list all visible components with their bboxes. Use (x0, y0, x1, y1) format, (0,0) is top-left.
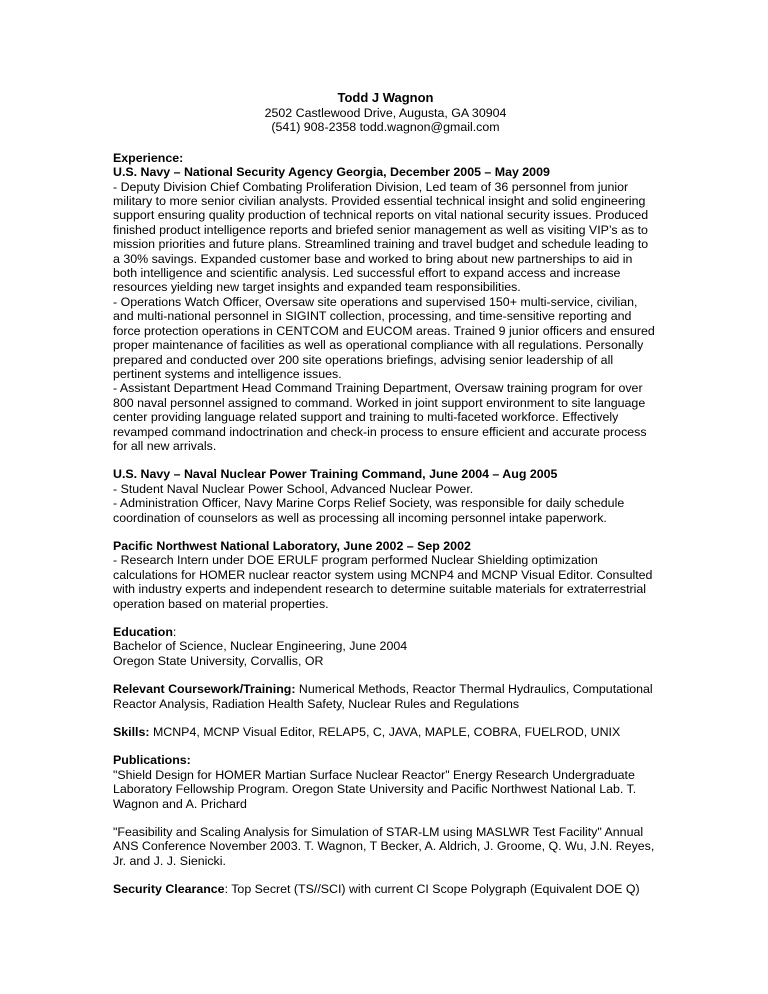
education-section (113, 625, 658, 668)
job-entry (113, 165, 658, 453)
job-title: U.S. Navy – National Security Agency Georgia, December 2005 – May 2009 (113, 165, 550, 180)
experience-section (113, 151, 658, 611)
publications-section (113, 753, 658, 868)
job-item: - Student Naval Nuclear Power School, Advanced Nuclear Power. (113, 481, 474, 496)
education-school: Oregon State University, Corvallis, OR (113, 653, 324, 668)
job-title: Pacific Northwest National Laboratory, June 2002 – Sep 2002 (113, 538, 471, 553)
coursework-text: Numerical Methods, Reactor Thermal Hydraulics, Computational Reactor Analysis, Radiation Health Safety, Nuclear Rules and Regulations (113, 682, 653, 711)
candidate-name: Todd J Wagnon (337, 90, 434, 105)
job-item: - Operations Watch Officer, Oversaw site operations and supervised 150+ multi-service, civilian, and multi-national personnel in SIGINT collection, processing, and time-sensitive reporting and force protection operations in CENTCOM and EUCOM areas. Trained 9 junior officers and ensured proper maintenance of facilities as well as operational compliance with all regulations. Personally prepared and conducted over 200 site operations briefings, advising senior leadership of all pertinent systems and intelligence issues. (113, 294, 655, 381)
job-item: - Assistant Department Head Command Training Department, Oversaw training program for over 800 naval personnel assigned to command. Worked in joint support environment to site language center providing language related support and training to multi-faceted workforce. Effectively revamped command indoctrination and check-in process to ensure efficient and accurate process for all new arrivals. (113, 381, 647, 453)
coursework-section (113, 682, 658, 711)
security-section (113, 882, 658, 896)
coursework-label: Relevant Coursework/Training: (113, 682, 296, 697)
job-title: U.S. Navy – Naval Nuclear Power Training Command, June 2004 – Aug 2005 (113, 467, 558, 482)
resume-header (113, 90, 658, 135)
experience-heading: Experience: (113, 150, 184, 165)
job-item: - Deputy Division Chief Combating Proliferation Division, Led team of 36 personnel from junior military to more senior civilian analysts. Provided essential technical insight and solid engineering support ensuring quality production of technical reports on vital national security issues. Produced finished product intelligence reports and briefed senior management as well as visiting VIP’s as to mission priorities and future plans. Streamlined training and travel budget and schedule leading to a 30% savings. Expanded customer base and worked to bring about new partnerships to aid in both intelligence and scientific analysis. Led successful effort to expand access and increase resources yielding new target insights and expanded team responsibilities. (113, 179, 649, 295)
skills-section (113, 725, 658, 739)
job-entry (113, 467, 658, 525)
security-text: : Top Secret (TS//SCI) with current CI Scope Polygraph (Equivalent DOE Q) (224, 882, 640, 897)
publication-item: "Feasibility and Scaling Analysis for Simulation of STAR-LM using MASLWR Test Facility" Annual ANS Conference November 2003. T. Wagnon, T Becker, A. Aldrich, J. Groome, Q. Wu, J.N. Reyes, Jr. and J. J. Sienicki. (113, 825, 655, 868)
skills-label: Skills: (113, 725, 150, 740)
education-heading-line (113, 625, 658, 639)
security-label: Security Clearance (113, 882, 225, 897)
publications-heading: Publications: (113, 753, 191, 768)
job-entry (113, 539, 658, 611)
skills-text: MCNP4, MCNP Visual Editor, RELAP5, C, JAVA, MAPLE, COBRA, FUELROD, UNIX (149, 725, 621, 740)
job-item: - Administration Officer, Navy Marine Corps Relief Society, was responsible for daily schedule coordination of counselors as well as processing all incoming personnel intake paperwork. (113, 496, 625, 525)
education-degree: Bachelor of Science, Nuclear Engineering, June 2004 (113, 639, 408, 654)
education-colon: : (172, 625, 177, 639)
job-item: - Research Intern under DOE ERULF program performed Nuclear Shielding optimization calculations for HOMER nuclear reactor system using MCNP4 and MCNP Visual Editor. Consulted with industry experts and independent research to determine suitable materials for extraterrestrial operation based on material properties. (113, 553, 653, 611)
publication-item: "Shield Design for HOMER Martian Surface Nuclear Reactor" Energy Research Undergraduate Laboratory Fellowship Program. Oregon State University and Pacific Northwest National Lab. T. Wagnon and A. Prichard (113, 767, 637, 811)
contact-info: (541) 908-2358 todd.wagnon@gmail.com (271, 120, 500, 135)
education-heading: Education (113, 625, 173, 639)
address: 2502 Castlewood Drive, Augusta, GA 30904 (264, 106, 507, 120)
